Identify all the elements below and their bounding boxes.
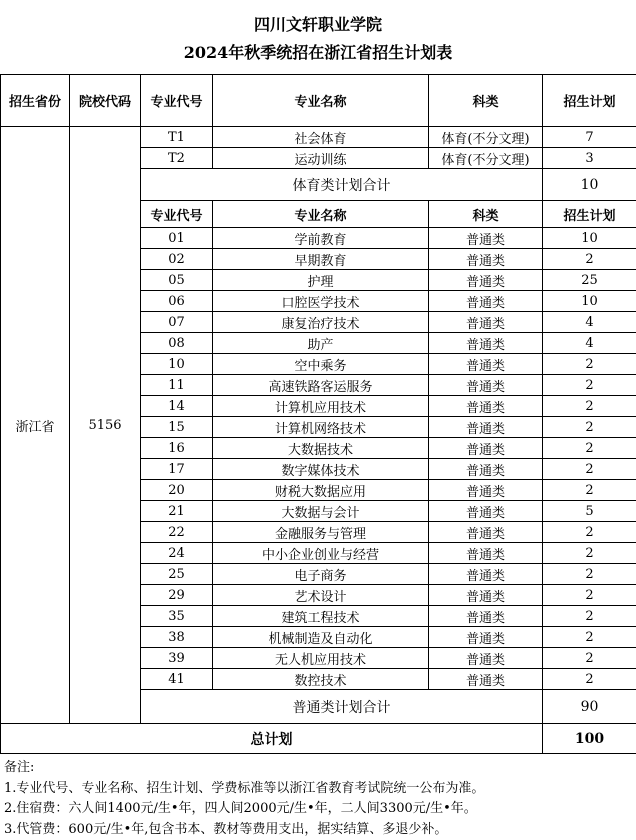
major-name-cell: 大数据与会计 <box>213 501 429 522</box>
plan-cell: 2 <box>543 396 636 417</box>
major-name-cell: 康复治疗技术 <box>213 312 429 333</box>
major-name-cell: 艺术设计 <box>213 585 429 606</box>
enrollment-plan-table <box>0 74 636 754</box>
plan-cell: 5 <box>543 501 636 522</box>
category-cell: 普通类 <box>429 522 543 543</box>
major-code-cell: 17 <box>141 459 213 480</box>
grand-total-label: 总计划 <box>1 724 543 754</box>
major-code-cell: 20 <box>141 480 213 501</box>
major-name-cell: 空中乘务 <box>213 354 429 375</box>
general-subtotal-value: 90 <box>543 690 636 724</box>
notes-section <box>4 758 634 840</box>
sports-row <box>1 127 636 148</box>
category-cell: 普通类 <box>429 417 543 438</box>
plan-cell: 2 <box>543 249 636 270</box>
major-code-cell: T2 <box>141 148 213 169</box>
major-code-cell: 38 <box>141 627 213 648</box>
major-name-cell: 计算机应用技术 <box>213 396 429 417</box>
major-name-cell: 机械制造及自动化 <box>213 627 429 648</box>
major-name-cell: 财税大数据应用 <box>213 480 429 501</box>
category-cell: 普通类 <box>429 627 543 648</box>
category-cell: 体育(不分文理) <box>429 148 543 169</box>
category-cell: 普通类 <box>429 585 543 606</box>
major-code-cell: 22 <box>141 522 213 543</box>
document-subtitle: 2024年秋季统招在浙江省招生计划表 <box>183 43 453 62</box>
plan-cell: 2 <box>543 627 636 648</box>
major-name-cell: 数控技术 <box>213 669 429 690</box>
major-code-cell: 11 <box>141 375 213 396</box>
plan-cell: 2 <box>543 669 636 690</box>
major-code-cell: 10 <box>141 354 213 375</box>
plan-cell: 2 <box>543 606 636 627</box>
document-title: 四川文轩职业学院 <box>253 15 382 34</box>
header-school-code: 院校代码 <box>70 75 141 127</box>
note-item: 3.代管费：600元/生•年,包含书本、教材等费用支出，据实结算、多退少补。 <box>4 821 448 837</box>
category-cell: 普通类 <box>429 669 543 690</box>
category-cell: 普通类 <box>429 459 543 480</box>
major-code-cell: 05 <box>141 270 213 291</box>
major-name-cell: 建筑工程技术 <box>213 606 429 627</box>
plan-cell: 2 <box>543 543 636 564</box>
header-major-code: 专业代号 <box>141 75 213 127</box>
plan-cell: 4 <box>543 312 636 333</box>
category-cell: 普通类 <box>429 564 543 585</box>
category-cell: 普通类 <box>429 249 543 270</box>
major-name-cell: 运动训练 <box>213 148 429 169</box>
plan-cell: 7 <box>543 127 636 148</box>
plan-cell: 10 <box>543 291 636 312</box>
header-category: 科类 <box>429 75 543 127</box>
general-subtotal-label: 普通类计划合计 <box>141 690 543 724</box>
category-cell: 普通类 <box>429 333 543 354</box>
plan-cell: 2 <box>543 480 636 501</box>
major-code-cell: 14 <box>141 396 213 417</box>
plan-cell: 10 <box>543 228 636 249</box>
plan-cell: 4 <box>543 333 636 354</box>
major-code-cell: 08 <box>141 333 213 354</box>
major-code-cell: 41 <box>141 669 213 690</box>
grand-total-value: 100 <box>543 724 636 754</box>
plan-cell: 2 <box>543 375 636 396</box>
major-name-cell: 护理 <box>213 270 429 291</box>
header-category: 科类 <box>429 201 543 228</box>
plan-cell: 2 <box>543 522 636 543</box>
major-name-cell: 高速铁路客运服务 <box>213 375 429 396</box>
plan-cell: 2 <box>543 438 636 459</box>
category-cell: 普通类 <box>429 291 543 312</box>
major-name-cell: 社会体育 <box>213 127 429 148</box>
category-cell: 普通类 <box>429 606 543 627</box>
notes-heading: 备注: <box>4 760 35 775</box>
category-cell: 普通类 <box>429 543 543 564</box>
major-code-cell: 01 <box>141 228 213 249</box>
major-name-cell: 大数据技术 <box>213 438 429 459</box>
category-cell: 普通类 <box>429 648 543 669</box>
plan-cell: 25 <box>543 270 636 291</box>
major-name-cell: 电子商务 <box>213 564 429 585</box>
sports-subtotal-label: 体育类计划合计 <box>141 169 543 201</box>
header-major-code: 专业代号 <box>141 201 213 228</box>
major-name-cell: 中小企业创业与经营 <box>213 543 429 564</box>
category-cell: 普通类 <box>429 312 543 333</box>
sports-subtotal-value: 10 <box>543 169 636 201</box>
plan-cell: 2 <box>543 417 636 438</box>
category-cell: 普通类 <box>429 354 543 375</box>
major-name-cell: 助产 <box>213 333 429 354</box>
plan-cell: 2 <box>543 564 636 585</box>
major-code-cell: 15 <box>141 417 213 438</box>
major-code-cell: 24 <box>141 543 213 564</box>
major-name-cell: 早期教育 <box>213 249 429 270</box>
major-name-cell: 金融服务与管理 <box>213 522 429 543</box>
major-code-cell: 21 <box>141 501 213 522</box>
plan-cell: 2 <box>543 459 636 480</box>
note-item: 2.住宿费：六人间1400元/生•年，四人间2000元/生•年，二人间3300元/生•年。 <box>4 801 477 816</box>
plan-cell: 3 <box>543 148 636 169</box>
province-cell: 浙江省 <box>1 127 70 724</box>
major-name-cell: 无人机应用技术 <box>213 648 429 669</box>
category-cell: 普通类 <box>429 270 543 291</box>
category-cell: 普通类 <box>429 375 543 396</box>
plan-cell: 2 <box>543 648 636 669</box>
header-province: 招生省份 <box>1 75 70 127</box>
major-code-cell: 02 <box>141 249 213 270</box>
grand-total-row <box>1 724 636 754</box>
school-code-cell: 5156 <box>70 127 141 724</box>
note-item: 1.专业代号、专业名称、招生计划、学费标准等以浙江省教育考试院统一公布为准。 <box>4 780 485 796</box>
header-plan: 招生计划 <box>543 75 636 127</box>
major-name-cell: 计算机网络技术 <box>213 417 429 438</box>
plan-cell: 2 <box>543 354 636 375</box>
major-code-cell: 29 <box>141 585 213 606</box>
category-cell: 普通类 <box>429 396 543 417</box>
major-code-cell: 16 <box>141 438 213 459</box>
major-name-cell: 学前教育 <box>213 228 429 249</box>
header-major-name: 专业名称 <box>213 201 429 228</box>
header-major-name: 专业名称 <box>213 75 429 127</box>
major-name-cell: 数字媒体技术 <box>213 459 429 480</box>
category-cell: 普通类 <box>429 501 543 522</box>
category-cell: 普通类 <box>429 480 543 501</box>
header-plan: 招生计划 <box>543 201 636 228</box>
major-name-cell: 口腔医学技术 <box>213 291 429 312</box>
category-cell: 体育(不分文理) <box>429 127 543 148</box>
major-code-cell: T1 <box>141 127 213 148</box>
header-row <box>1 75 636 127</box>
category-cell: 普通类 <box>429 228 543 249</box>
major-code-cell: 06 <box>141 291 213 312</box>
major-code-cell: 39 <box>141 648 213 669</box>
major-code-cell: 35 <box>141 606 213 627</box>
category-cell: 普通类 <box>429 438 543 459</box>
major-code-cell: 25 <box>141 564 213 585</box>
plan-cell: 2 <box>543 585 636 606</box>
major-code-cell: 07 <box>141 312 213 333</box>
